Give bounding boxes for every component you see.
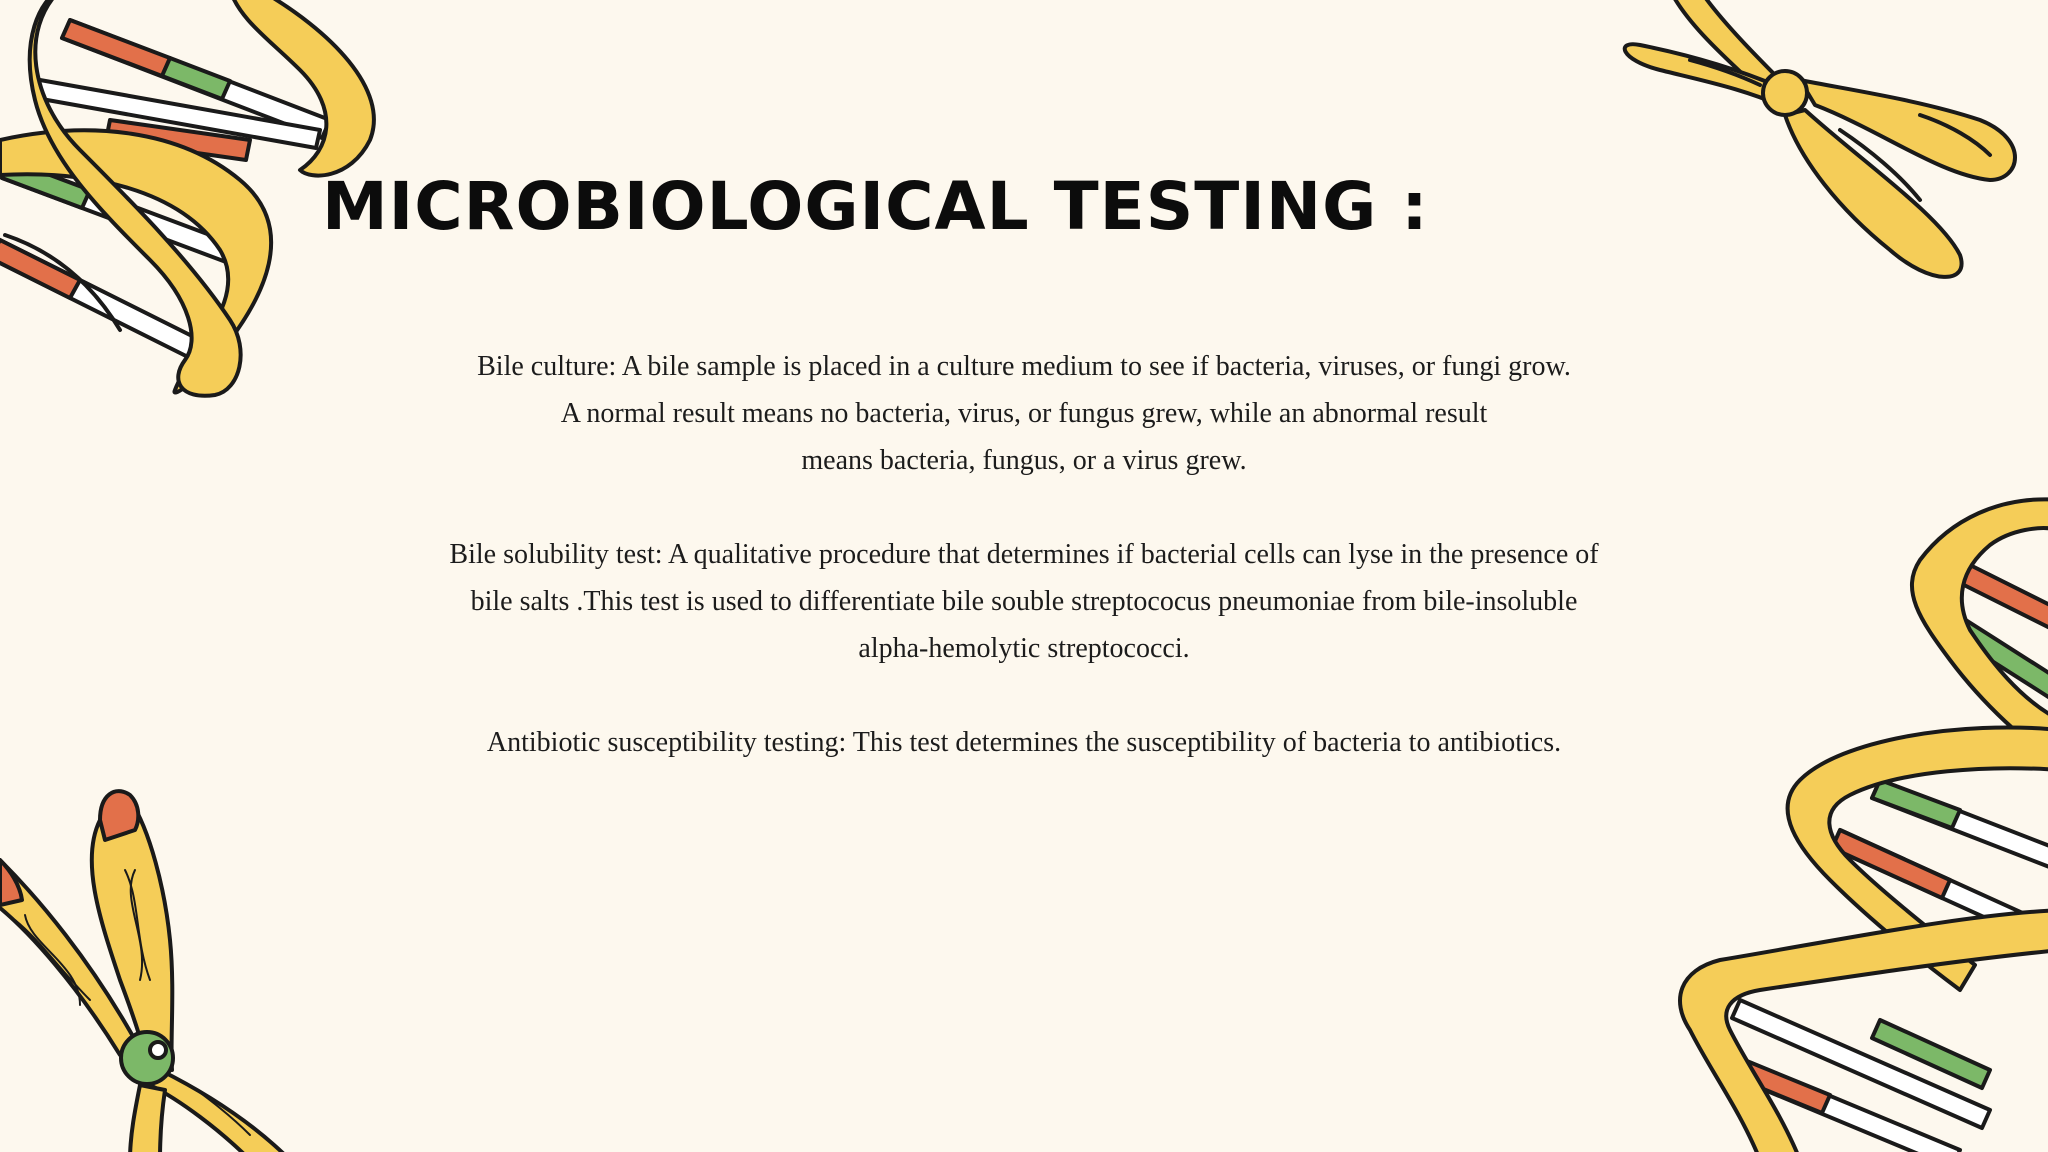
paragraph-spacer <box>370 672 1678 719</box>
chromosome-illustration-top-right <box>1625 0 2015 277</box>
page-title: MICROBIOLOGICAL TESTING : <box>322 168 1429 245</box>
text-line: A normal result means no bacteria, virus, or fungus grew, while an abnormal result <box>560 398 1488 429</box>
paragraph-spacer <box>370 484 1678 531</box>
text-line: means bacteria, fungus, or a virus grew. <box>801 445 1247 476</box>
paragraph-antibiotic-susceptibility-testing <box>370 719 1678 766</box>
text-line: alpha-hemolytic streptococci. <box>858 633 1190 664</box>
text-line: Bile culture: A bile sample is placed in a culture medium to see if bacteria, viruses, or fungi grow. <box>477 351 1571 382</box>
paragraph-bile-solubility-test <box>370 531 1678 672</box>
body-text <box>370 343 1678 766</box>
text-line: bile salts .This test is used to differentiate bile souble streptococus pneumoniae from bile-insoluble <box>470 586 1578 617</box>
dna-helix-illustration-top-left <box>0 0 374 396</box>
chromosome-illustration-bottom-left <box>0 791 290 1152</box>
chromosome-centromere-bottom-left <box>121 1032 173 1084</box>
text-line: Antibiotic susceptibility testing: This test determines the susceptibility of bacteria to antibiotics. <box>486 727 1562 758</box>
text-line: Bile solubility test: A qualitative procedure that determines if bacterial cells can lyse in the presence of <box>449 539 1599 570</box>
dna-rungs-bottom-right <box>1712 560 2048 1152</box>
chromosome-centromere-top-right <box>1763 71 1807 115</box>
paragraph-bile-culture <box>370 343 1678 484</box>
dna-helix-illustration-bottom-right <box>1680 499 2048 1152</box>
